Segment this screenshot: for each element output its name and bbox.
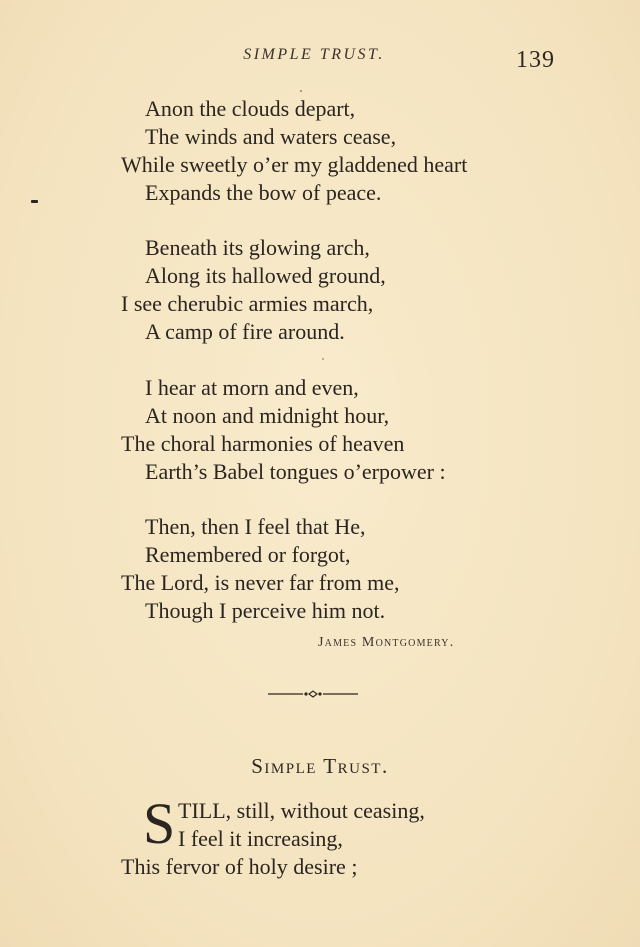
poem-line: I hear at morn and even, — [145, 375, 359, 400]
poem-title: Simple Trust. — [251, 754, 389, 778]
poem-line: Though I perceive him not. — [145, 598, 386, 623]
poem-attribution: James Montgomery. — [318, 635, 455, 650]
poem-line: Beneath its glowing arch, — [145, 235, 370, 260]
ink-speck — [31, 200, 38, 203]
poem-line: Then, then I feel that He, — [145, 514, 366, 539]
ink-speck — [322, 358, 324, 360]
page-number: 139 — [516, 47, 555, 73]
poem-line: The choral harmonies of heaven — [121, 431, 405, 456]
ink-speck — [300, 90, 302, 92]
poem-line: Along its hallowed ground, — [145, 263, 386, 288]
running-head: SIMPLE TRUST. — [243, 46, 385, 63]
poem-line: I see cherubic armies march, — [121, 291, 374, 316]
poem-line: At noon and midnight hour, — [145, 403, 390, 428]
poem-line: I feel it increasing, — [178, 826, 343, 851]
poem-line: TILL, still, without ceasing, — [178, 798, 425, 823]
poem-line: Earth’s Babel tongues o’erpower : — [145, 459, 446, 484]
poem-line: Remembered or forgot, — [145, 542, 351, 567]
poem-line: The winds and waters cease, — [145, 124, 397, 149]
poem-line: A camp of fire around. — [145, 319, 345, 344]
poem-line: This fervor of holy desire ; — [121, 854, 358, 879]
poem-line: Expands the bow of peace. — [145, 180, 382, 205]
poem-line: Anon the clouds depart, — [145, 96, 356, 121]
drop-cap: S — [143, 791, 176, 856]
poem-line: While sweetly o’er my gladdened heart — [121, 152, 468, 177]
poem-line: The Lord, is never far from me, — [121, 570, 400, 595]
ornament-divider-icon — [268, 687, 358, 701]
